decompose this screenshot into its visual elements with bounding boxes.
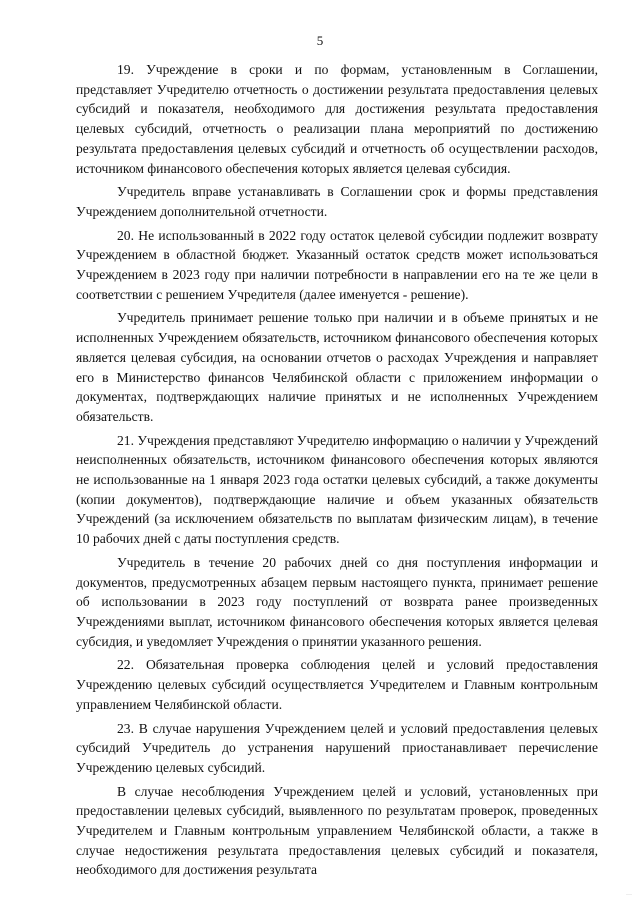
paragraph-20-decision: Учредитель принимает решение только при наличии и в объеме принятых и не исполненных Учреждением обязательств, источником финансового обеспечения которых является целевая субсидия, на основании отчетов о расходах Учреждения и направляет его в Министерство финансов Челябинской области с приложением информации о документах, подтверждающих наличие принятых и не исполненных Учреждением обязательств. (76, 310, 598, 424)
paragraph-19-additional-reporting: Учредитель вправе устанавливать в Соглашении срок и формы представления Учреждением дополнительной отчетности. (76, 184, 598, 219)
corner-scan-mark: … (626, 890, 632, 897)
paragraph-23-violations: В случае несоблюдения Учреждением целей и условий, установленных при предоставлении целевых субсидий, выявленного по результатам проверок, проведенных Учредителем и Главным контрольным управлением Челябинской области, а также в случае недостижения результата предоставления целевых субсидий и показателя, необходимого для достижения результата (76, 783, 598, 878)
paragraph-23: 23. В случае нарушения Учреждением целей и условий предоставления целевых субсидий Учредитель до устранения нарушений приостанавливает перечисление Учреждению целевых субсидий. (76, 720, 598, 775)
page-number: 5 (316, 33, 324, 48)
paragraph-21: 21. Учреждения представляют Учредителю информацию о наличии у Учреждений неисполненных обязательств, источником финансового обеспечения которых являются не использованные на 1 января 2023 года остатки целевых субсидий, а также документы (копии документов), подтверждающие наличие и объем указанных обязательств Учреждений (за исключением обязательств по выплатам физическим лицам), в течение 10 рабочих дней с даты поступления средств. (76, 432, 598, 547)
paragraph-20: 20. Не использованный в 2022 году остаток целевой субсидии подлежит возврату Учреждением в областной бюджет. Указанный остаток средств может использоваться Учреждением в 2023 году при наличии потребности в направлении его на те же цели в соответствии с решением Учредителя (далее именуется - решение). (76, 227, 598, 302)
paragraph-19: 19. Учреждение в сроки и по формам, установленным в Соглашении, представляет Учредителю отчетность о достижении результата предоставления целевых субсидий и показателя, необходимого для достижения результата предоставления целевых субсидий, отчетность о реализации плана мероприятий по достижению результата предоставления целевых субсидий и отчетность об осуществлении расходов, источником финансового обеспечения которых является целевая субсидия. (76, 62, 598, 176)
paragraph-21-decision: Учредитель в течение 20 рабочих дней со дня поступления информации и документов, предусмотренных абзацем первым настоящего пункта, принимает решение об использовании в 2023 году поступлений от возврата ранее произведенных Учреждениями выплат, источником финансового обеспечения которых является целевая субсидия, и уведомляет Учреждения о принятии указанного решения. (76, 554, 598, 649)
document-body (76, 60, 598, 884)
paragraph-22: 22. Обязательная проверка соблюдения целей и условий предоставления Учреждению целевых субсидий осуществляется Учредителем и Главным контрольным управлением Челябинской области. (76, 657, 598, 712)
